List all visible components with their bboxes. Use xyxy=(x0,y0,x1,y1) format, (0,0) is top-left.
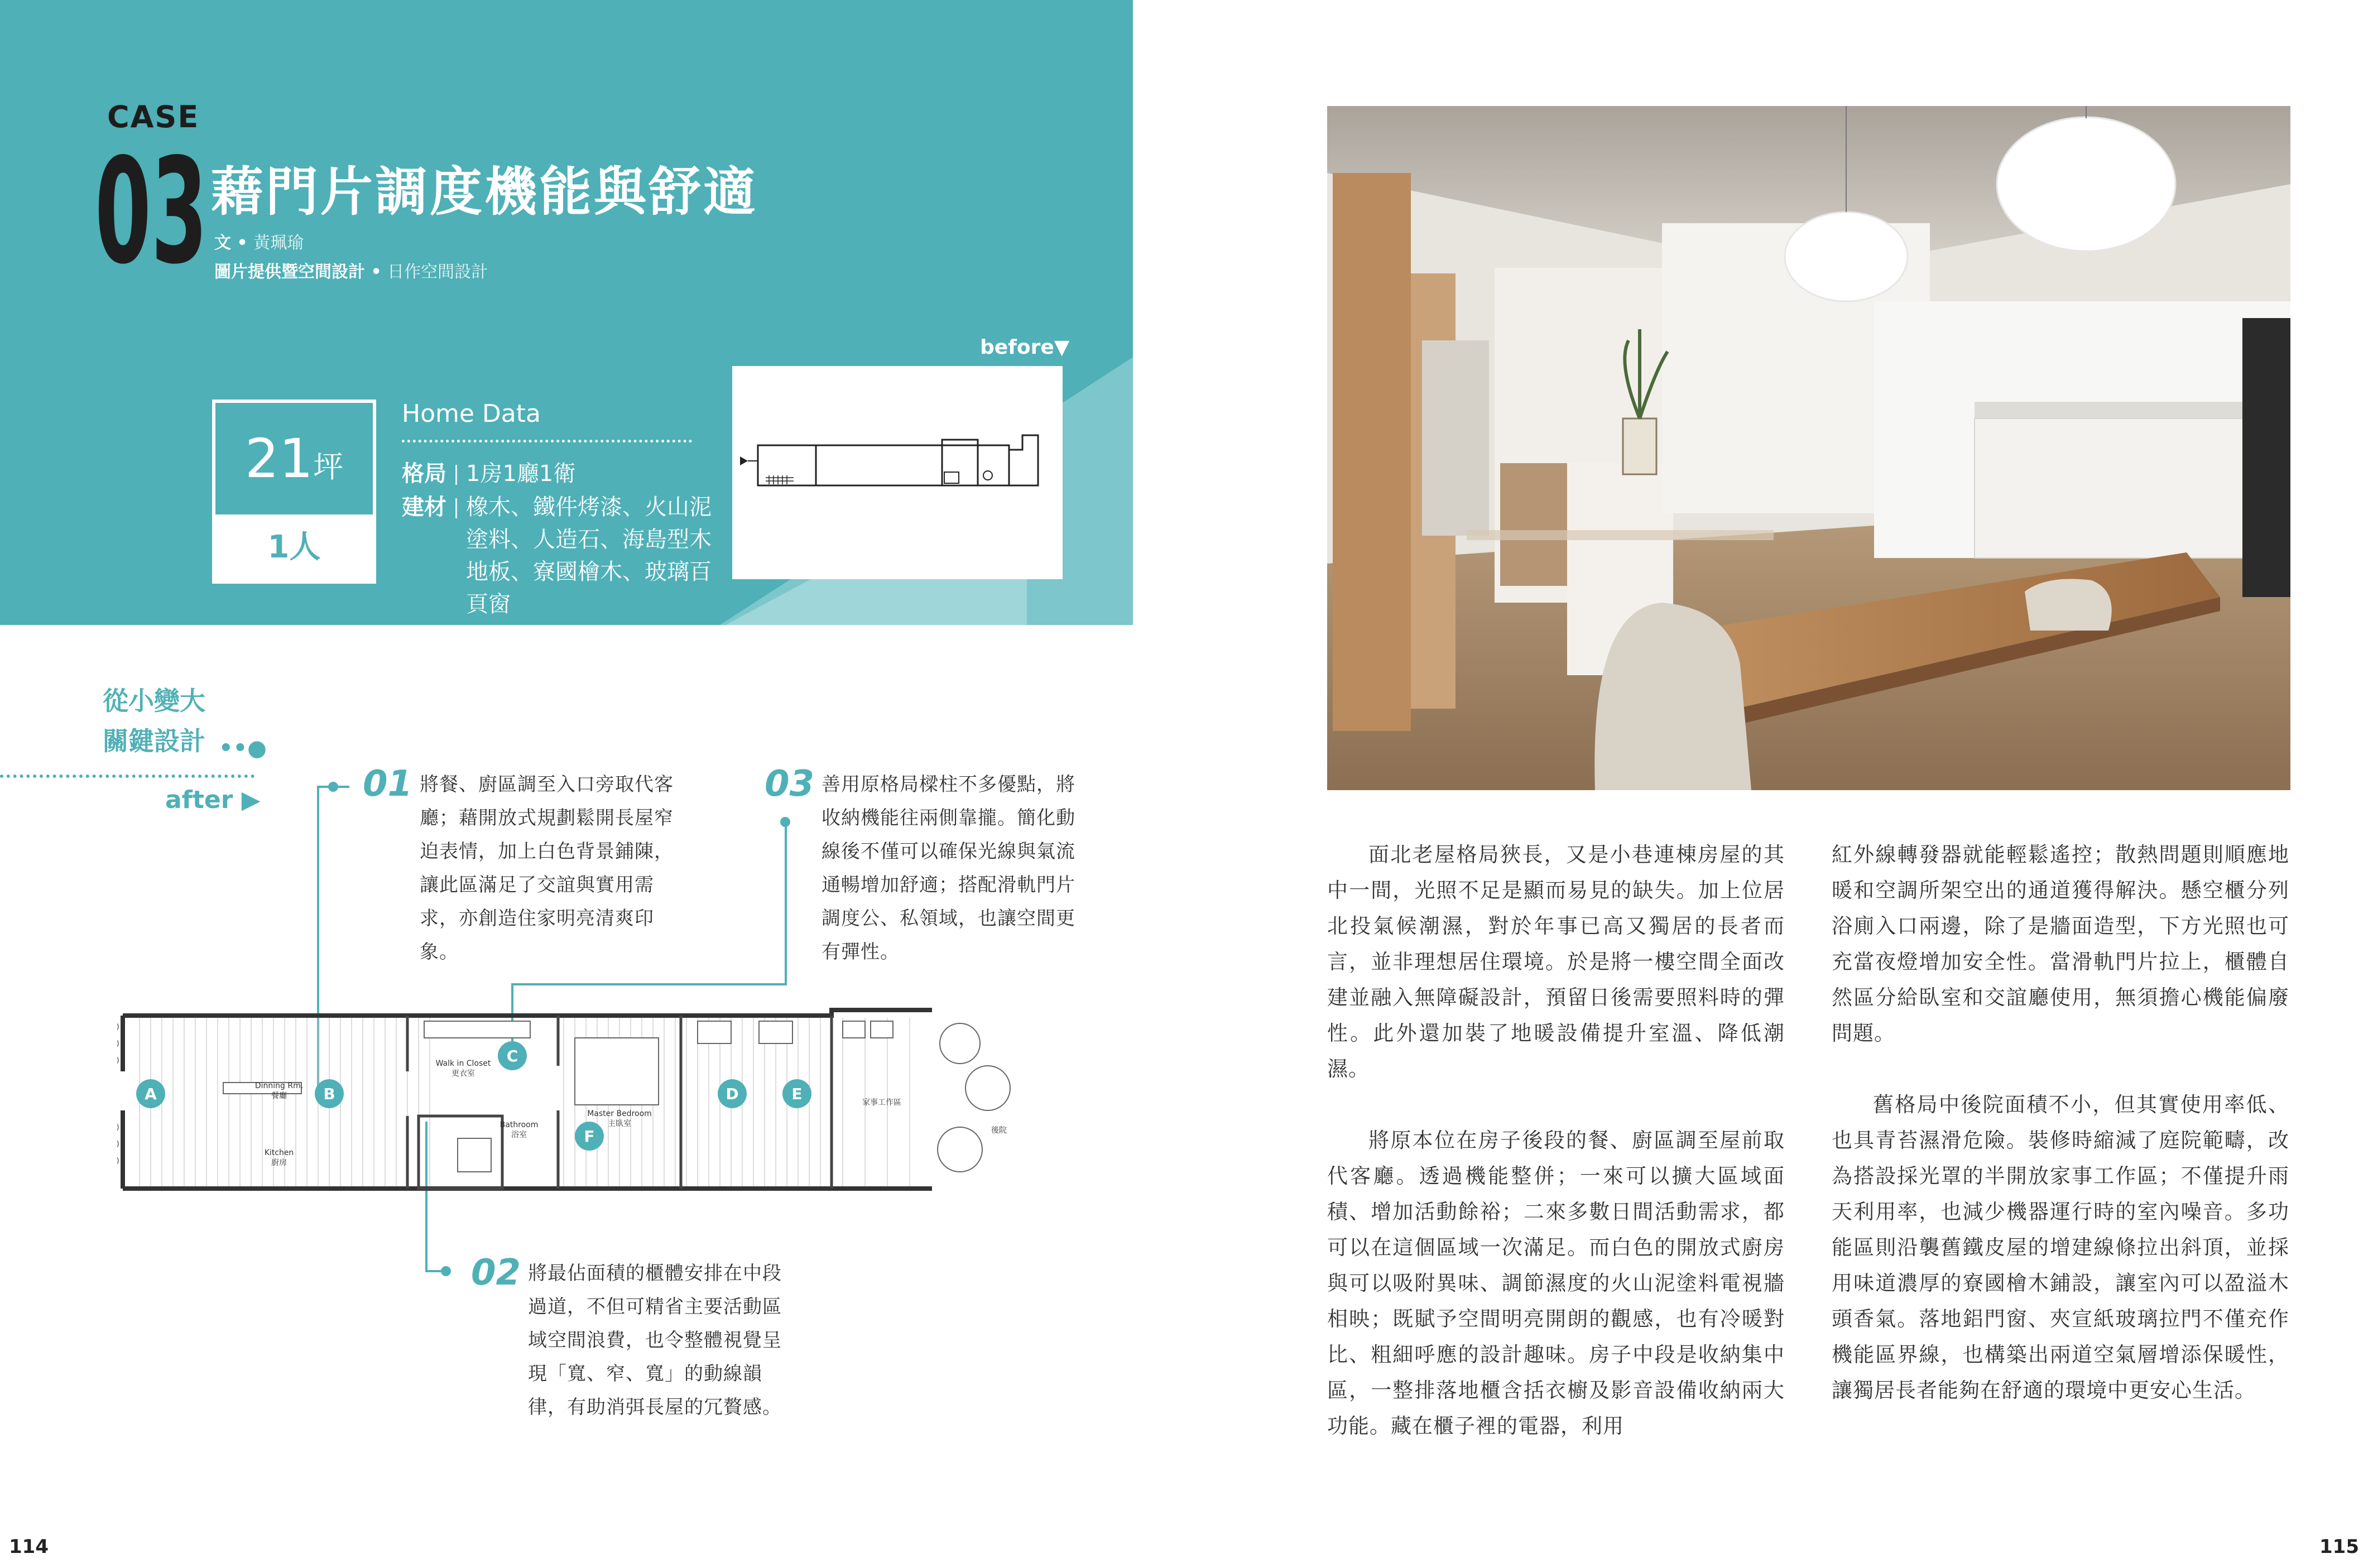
leader-line xyxy=(333,786,349,788)
dotted-divider xyxy=(0,775,254,778)
case-number: 03 xyxy=(95,128,208,296)
article-column-1 xyxy=(1327,837,1785,1480)
article-paragraph: 紅外線轉發器就能輕鬆遙控；散熱問題則順應地暖和空調所架空出的通道獲得解決。懸空櫃分列浴廁入口兩邊，除了是牆面造型，下方光照也可充當夜燈增加安全性。當滑軌門片拉上，櫃體自然區分給臥室和交誼廳使用，無須擔心機能偏廢問題。 xyxy=(1832,843,2289,1045)
material-row xyxy=(402,491,723,621)
page-number-right: 115 xyxy=(2319,1536,2359,1558)
key-design-line1: 從小變大 xyxy=(103,686,205,716)
size-unit: 坪 xyxy=(313,449,344,484)
plan-label-kitchen-cn: 廚房 xyxy=(271,1158,287,1167)
size-area xyxy=(215,403,373,514)
leader-line xyxy=(511,983,787,985)
plan-label-master-cn: 主臥室 xyxy=(608,1119,631,1128)
home-data-title: Home Data xyxy=(402,400,541,428)
plan-label-kitchen: Kitchen xyxy=(264,1148,294,1157)
after-floor-plan xyxy=(117,1004,1066,1200)
article-title: 藉門片調度機能與舒適 xyxy=(211,162,758,223)
after-label: after ▶ xyxy=(165,786,261,814)
article-column-2 xyxy=(1832,837,2289,1444)
article-paragraph: 將原本位在房子後段的餐、廚區調至屋前取代客廳。透過機能整併；一來可以擴大區域面積、增加活動餘裕；二來多數日間活動需求，都可以在這個區域一次滿足。而白色的開放式廚房與可以吸附異味、調節濕度的火山泥塗料電視牆相映；既賦予空間明亮開朗的觀感，也有冷暖對比、粗細呼應的設計趣味。房子中段是收納集中區，一整排落地櫃含括衣櫥及影音設備收納兩大功能。藏在櫃子裡的電器，利用 xyxy=(1327,1128,1785,1438)
plan-marker-c: C xyxy=(506,1047,518,1065)
plan-label-closet: Walk in Closet xyxy=(435,1059,491,1068)
leader-line xyxy=(425,1270,442,1272)
people-count: 1人 xyxy=(215,514,373,580)
designer-name: 日作空間設計 xyxy=(387,262,488,282)
point-number-02: 02 xyxy=(471,1252,521,1293)
case-label: CASE xyxy=(107,99,200,134)
before-floor-plan xyxy=(732,366,1063,579)
plan-label-bathroom-cn: 浴室 xyxy=(511,1131,527,1139)
plan-marker-a: A xyxy=(145,1085,157,1103)
home-size-box xyxy=(212,400,376,584)
plan-label-closet-cn: 更衣室 xyxy=(451,1069,475,1078)
point-number-01: 01 xyxy=(363,763,413,805)
layout-value: 1房1廳1衛 xyxy=(466,461,576,487)
decor-dots: ••● xyxy=(219,735,267,761)
leader-line xyxy=(317,786,334,788)
plan-label-bathroom: Bathroom xyxy=(499,1120,539,1129)
header-banner xyxy=(0,0,1133,625)
author-name: 黃珮瑜 xyxy=(253,233,304,253)
plan-marker-f: F xyxy=(584,1127,595,1146)
plan-marker-d: D xyxy=(726,1085,739,1103)
plan-marker-e: E xyxy=(791,1085,803,1103)
author-credit: 文 • 黃珮瑜 xyxy=(214,233,304,253)
layout-key: 格局 xyxy=(402,461,446,487)
point-text-03: 善用原格局樑柱不多優點，將收納機能往兩側靠攏。簡化動線後不僅可以確保光線與氣流通暢增加舒適；搭配滑軌門片調度公、私領域，也讓空間更有彈性。 xyxy=(822,773,1075,963)
page-number-left: 114 xyxy=(9,1536,49,1558)
leader-line xyxy=(785,821,787,984)
point-number-03: 03 xyxy=(765,763,815,805)
author-credit-key: 文 xyxy=(214,233,231,253)
photo-credit-key: 圖片提供暨空間設計 xyxy=(214,262,365,282)
point-text-02: 將最佔面積的櫃體安排在中段過道，不但可精省主要活動區域空間浪費，也令整體視覺呈現「寬、窄、寬」的動線韻律，有助消弭長屋的冗贅感。 xyxy=(528,1262,782,1418)
plan-label-dining: Dinning Rm. xyxy=(254,1081,304,1090)
plan-label-dining-cn: 餐廳 xyxy=(271,1091,287,1100)
point-text-01: 將餐、廚區調至入口旁取代客廳；藉開放式規劃鬆開長屋窄迫表情，加上白色背景鋪陳，讓此區滿足了交誼與實用需求，亦創造住家明亮清爽印象。 xyxy=(420,773,674,963)
article-paragraph: 面北老屋格局狹長，又是小巷連棟房屋的其中一間，光照不足是顯而易見的缺失。加上位居北投氣候潮濕，對於年事已高又獨居的長者而言，並非理想居住環境。於是將一樓空間全面改建並融入無障礙設計，預留日後需要照料時的彈性。此外還加裝了地暖設備提升室溫、降低潮濕。 xyxy=(1327,843,1785,1081)
material-key: 建材 xyxy=(402,494,446,520)
before-label: before▼ xyxy=(980,336,1070,359)
leader-dot xyxy=(441,1266,451,1276)
size-number: 21 xyxy=(244,427,314,490)
key-design-title xyxy=(103,681,205,761)
photo-credit: 圖片提供暨空間設計 • 日作空間設計 xyxy=(214,262,488,282)
article-paragraph: 舊格局中後院面積不小，但其實使用率低、也具青苔濕滑危險。裝修時縮減了庭院範疇，改為搭設採光罩的半開放家事工作區；不僅提升雨天利用率，也減少機器運行時的室內噪音。多功能區則沿襲舊鐵皮屋的增建線條拉出斜頂，並採用味道濃厚的寮國檜木鋪設，讓室內可以盈溢木頭香氣。落地鋁門窗、夾宣紙玻璃拉門不僅充作機能區界線，也構築出兩道空氣層增添保暖性，讓獨居長者能夠在舒適的環境中更安心生活。 xyxy=(1832,1093,2289,1402)
plan-marker-b: B xyxy=(323,1085,335,1103)
material-value: 橡木、鐵件烤漆、火山泥塗料、人造石、海島型木地板、寮國檜木、玻璃百頁窗 xyxy=(466,494,712,617)
interior-photo xyxy=(1327,106,2290,790)
plan-label-yard: 後院 xyxy=(991,1126,1007,1135)
dotted-divider xyxy=(402,440,692,442)
key-design-line2: 關鍵設計 xyxy=(103,726,205,756)
plan-label-master: Master Bedroom xyxy=(587,1109,652,1118)
layout-row xyxy=(402,458,575,490)
plan-label-work: 家事工作區 xyxy=(862,1098,901,1107)
